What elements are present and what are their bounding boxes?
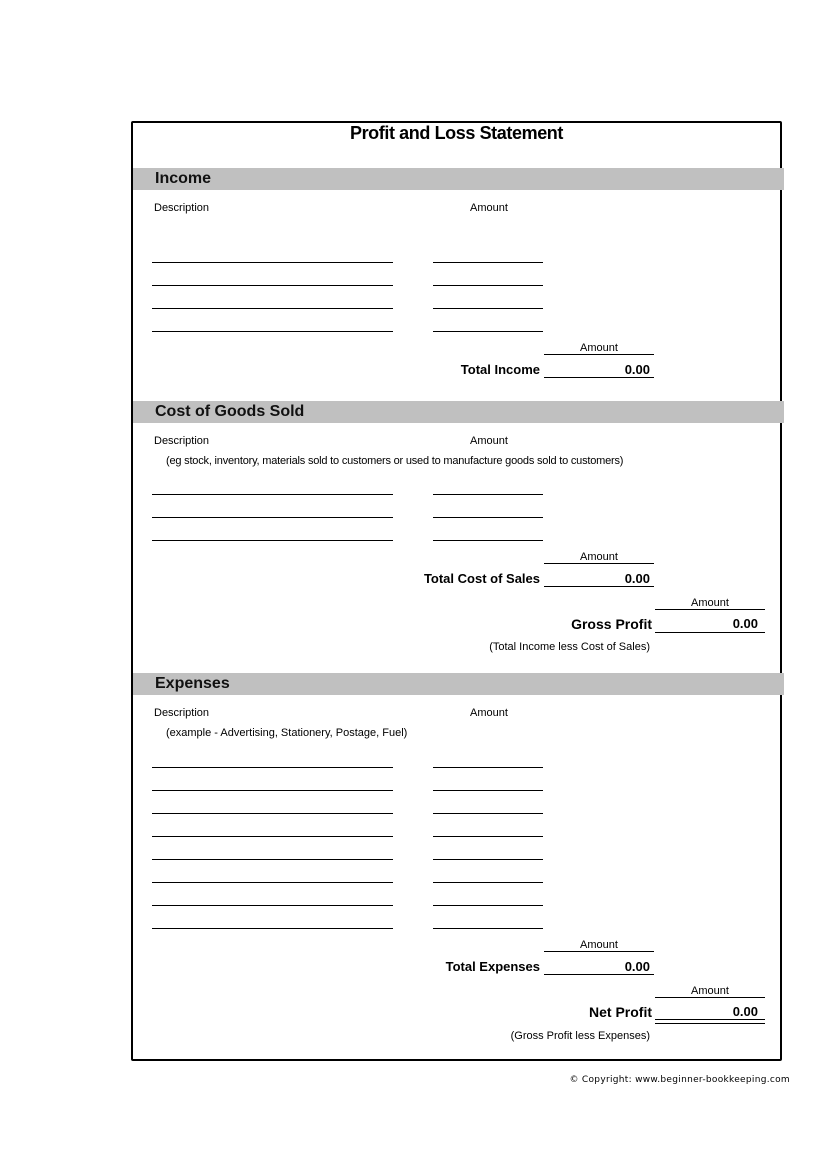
expense-description-field[interactable] bbox=[152, 859, 393, 860]
gross-profit-label: Gross Profit bbox=[571, 616, 652, 632]
total-expenses-label: Total Expenses bbox=[445, 959, 540, 974]
income-amount-field[interactable] bbox=[433, 308, 543, 309]
expense-amount-field[interactable] bbox=[433, 767, 543, 768]
gross-profit-amount-header: Amount bbox=[691, 597, 729, 609]
income-heading: Income bbox=[155, 170, 212, 187]
expenses-example-note: (example - Advertising, Stationery, Postage, Fuel) bbox=[166, 727, 408, 739]
expenses-heading: Expenses bbox=[155, 675, 230, 692]
expense-amount-field[interactable] bbox=[433, 928, 543, 929]
total-expenses-value: 0.00 bbox=[624, 959, 650, 974]
expenses-description-label: Description bbox=[154, 707, 210, 719]
income-description-field[interactable] bbox=[152, 331, 393, 332]
expense-description-field[interactable] bbox=[152, 905, 393, 906]
income-section-header bbox=[133, 168, 784, 190]
income-description-field[interactable] bbox=[152, 262, 393, 263]
cogs-description-field[interactable] bbox=[152, 494, 393, 495]
cogs-total-amount-header: Amount bbox=[580, 551, 618, 563]
expense-description-field[interactable] bbox=[152, 813, 393, 814]
income-amount-label: Amount bbox=[470, 202, 508, 214]
expense-description-field[interactable] bbox=[152, 790, 393, 791]
income-description-field[interactable] bbox=[152, 285, 393, 286]
net-profit-amount-header: Amount bbox=[691, 985, 729, 997]
income-amount-field[interactable] bbox=[433, 285, 543, 286]
income-amount-field[interactable] bbox=[433, 262, 543, 263]
total-rule bbox=[544, 974, 654, 975]
header-rule bbox=[655, 609, 765, 610]
expense-amount-field[interactable] bbox=[433, 859, 543, 860]
document-title: Profit and Loss Statement bbox=[349, 123, 564, 143]
expenses-total-amount-header: Amount bbox=[580, 939, 618, 951]
income-description-field[interactable] bbox=[152, 308, 393, 309]
header-rule bbox=[544, 951, 654, 952]
expense-amount-field[interactable] bbox=[433, 790, 543, 791]
expenses-amount-label: Amount bbox=[470, 707, 508, 719]
expense-description-field[interactable] bbox=[152, 836, 393, 837]
expense-amount-field[interactable] bbox=[433, 813, 543, 814]
total-income-label: Total Income bbox=[460, 362, 540, 377]
expense-amount-field[interactable] bbox=[433, 905, 543, 906]
header-rule bbox=[544, 354, 654, 355]
expenses-section-header bbox=[133, 673, 784, 695]
header-rule bbox=[544, 563, 654, 564]
total-rule bbox=[544, 377, 654, 378]
cogs-heading: Cost of Goods Sold bbox=[155, 403, 305, 420]
copyright-notice: © Copyright: www.beginner-bookkeeping.com bbox=[569, 1075, 790, 1085]
cogs-description-field[interactable] bbox=[152, 540, 393, 541]
expense-amount-field[interactable] bbox=[433, 836, 543, 837]
cogs-amount-field[interactable] bbox=[433, 540, 543, 541]
cogs-example-note: (eg stock, inventory, materials sold to customers or used to manufacture goods sold to customers) bbox=[166, 455, 624, 467]
expense-description-field[interactable] bbox=[152, 767, 393, 768]
gross-profit-value: 0.00 bbox=[732, 616, 758, 631]
income-description-label: Description bbox=[154, 202, 210, 214]
cogs-section-header bbox=[133, 401, 784, 423]
net-profit-label: Net Profit bbox=[589, 1004, 652, 1020]
total-rule bbox=[544, 586, 654, 587]
cogs-description-field[interactable] bbox=[152, 517, 393, 518]
total-cost-of-sales-label: Total Cost of Sales bbox=[423, 571, 540, 586]
total-cost-of-sales-value: 0.00 bbox=[624, 571, 650, 586]
gross-profit-note: (Total Income less Cost of Sales) bbox=[489, 641, 650, 653]
income-amount-field[interactable] bbox=[433, 331, 543, 332]
total-rule bbox=[655, 632, 765, 633]
cogs-amount-field[interactable] bbox=[433, 517, 543, 518]
expense-description-field[interactable] bbox=[152, 882, 393, 883]
net-profit-value: 0.00 bbox=[732, 1004, 758, 1019]
cogs-description-label: Description bbox=[154, 435, 210, 447]
cogs-amount-field[interactable] bbox=[433, 494, 543, 495]
net-profit-note: (Gross Profit less Expenses) bbox=[510, 1030, 650, 1042]
expense-amount-field[interactable] bbox=[433, 882, 543, 883]
income-total-amount-header: Amount bbox=[580, 342, 618, 354]
header-rule bbox=[655, 997, 765, 998]
expense-description-field[interactable] bbox=[152, 928, 393, 929]
cogs-amount-label: Amount bbox=[470, 435, 508, 447]
net-profit-double-rule bbox=[655, 1019, 765, 1024]
total-income-value: 0.00 bbox=[624, 362, 650, 377]
